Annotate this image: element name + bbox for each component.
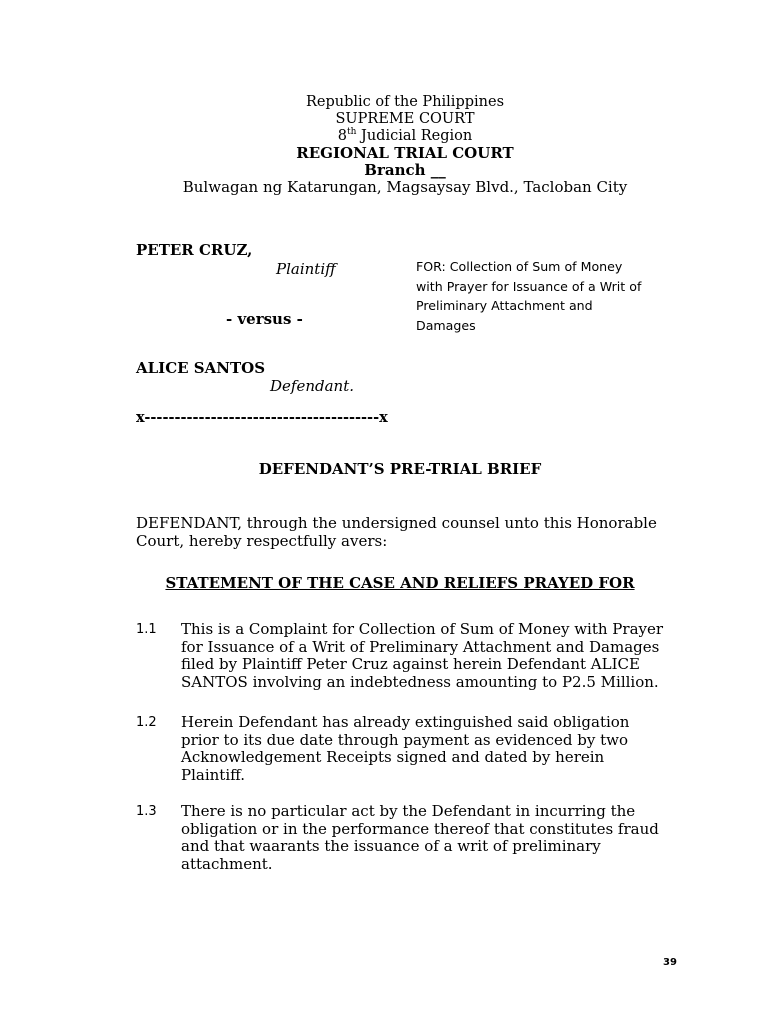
document-title: DEFENDANT’S PRE-TRIAL BRIEF [258,460,542,478]
item-line: This is a Complaint for Collection of Sum of Money with Prayer [181,620,664,638]
item-line: for Issuance of a Writ of Preliminary Attachment and Damages [181,637,660,656]
header-region-label: Judicial Region [356,128,473,144]
item-line: obligation or in the performance thereof that constitutes fraud [181,819,659,838]
item-line: Acknowledgement Receipts signed and dated by herein [181,748,605,766]
header-judicial-region [0,128,768,145]
case-nature-line: FOR: Collection of Sum of Money [416,259,623,274]
header-address: Bulwagan ng Katarungan, Magsaysay Blvd., Tacloban City [182,178,628,196]
item-number: 1.3 [136,804,157,819]
item-text [181,803,659,873]
defendant-role: Defendant. [270,377,354,395]
header-branch: Branch __ [364,161,446,179]
item-line: attachment. [181,854,273,873]
item-line: Plaintiff. [181,765,246,784]
item-number: 1.1 [136,622,157,637]
item-line: and that waarants the issuance of a writ of preliminary [181,837,601,855]
header-region-suffix: th [346,127,357,138]
page-number: 39 [663,957,677,968]
header-republic: Republic of the Philippines [305,94,505,110]
defendant-name: ALICE SANTOS [136,359,266,377]
header-supreme-court: SUPREME COURT [335,111,475,127]
item-text [181,621,663,691]
item-line: filed by Plaintiff Peter Cruz against herein Defendant ALICE [181,655,640,673]
item-line: prior to its due date through payment as evidenced by two [181,730,629,749]
item-line: There is no particular act by the Defendant in incurring the [181,802,636,820]
plaintiff-name: PETER CRUZ, [136,241,253,259]
case-nature-line: with Prayer for Issuance of a Writ of [416,278,642,294]
case-nature [416,257,641,335]
case-nature-line: Preliminary Attachment and [416,298,593,313]
plaintiff-role: Plaintiff [276,260,336,278]
court-header [0,94,768,196]
case-nature-line: Damages [416,317,476,333]
item-line: SANTOS involving an indebtedness amounting to P2.5 Million. [181,672,659,691]
intro-paragraph: DEFENDANT, through the undersigned counsel unto this Honorable Court, hereby respectfully avers: [136,514,657,550]
caption-separator: x---------------------------------------x [136,409,388,426]
item-text [181,714,629,784]
versus-label: - versus - [226,310,303,328]
section-heading: STATEMENT OF THE CASE AND RELIEFS PRAYED FOR [165,574,635,592]
header-region-number: 8 [337,128,347,144]
item-number: 1.2 [136,715,157,730]
header-regional-trial-court: REGIONAL TRIAL COURT [296,144,514,162]
item-line: Herein Defendant has already extinguished said obligation [181,713,630,731]
